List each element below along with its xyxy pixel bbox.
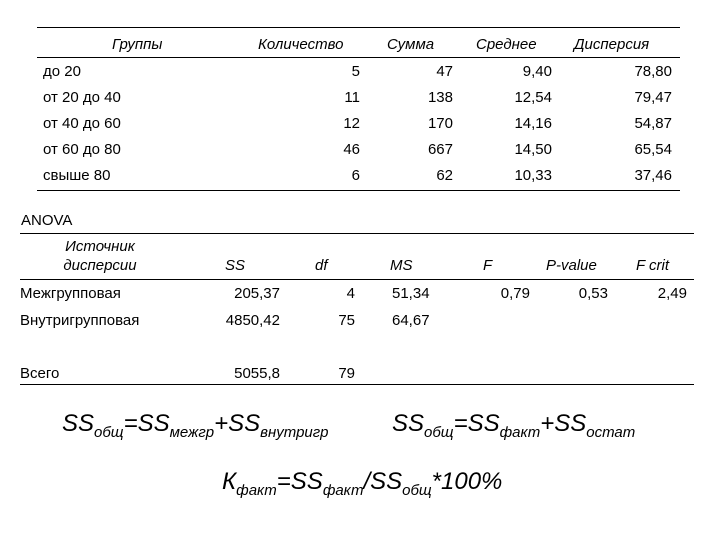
group-sum: 62: [436, 167, 453, 184]
group-variance: 78,80: [634, 63, 672, 80]
group-sum: 667: [427, 141, 453, 158]
group-count: 11: [344, 89, 360, 106]
group-mean: 14,50: [514, 141, 552, 158]
total-ss: 5055,8: [234, 365, 280, 382]
row-label-within: Внутригрупповая: [20, 312, 140, 329]
group-label: от 60 до 80: [43, 141, 121, 158]
group-label: от 20 до 40: [43, 89, 121, 106]
within-ms: 64,67: [392, 312, 430, 329]
group-variance: 54,87: [634, 115, 672, 132]
header-groups: Группы: [112, 36, 163, 53]
between-df: 4: [346, 285, 355, 302]
group-label: свыше 80: [43, 167, 111, 184]
group-mean: 9,40: [522, 63, 552, 80]
group-count: 46: [343, 141, 360, 158]
header-f: F: [483, 257, 493, 274]
group-mean: 12,54: [514, 89, 552, 106]
header-fcrit: F crit: [636, 257, 670, 274]
between-pvalue: 0,53: [578, 285, 608, 302]
anova-top-rule: [20, 233, 694, 234]
group-variance: 79,47: [634, 89, 672, 106]
summary-bottom-rule: [37, 190, 680, 191]
between-ms: 51,34: [392, 285, 430, 302]
formula-factor-share: $К_{факт}=SS_{факт}/SS_{общ}*100\%$: [222, 468, 503, 499]
anova-header-rule: [20, 279, 694, 280]
anova-title: ANOVA: [21, 212, 73, 229]
anova-bottom-rule: [20, 384, 694, 385]
formula-ss-decomposition-groups: $SS_{общ}=SS_{межгр}+SS_{внутригр}$: [62, 410, 329, 441]
summary-top-rule: [37, 27, 680, 28]
header-mean: Среднее: [476, 36, 537, 53]
group-count: 5: [351, 63, 360, 80]
header-pvalue: P-value: [546, 257, 597, 274]
header-count: Количество: [258, 36, 344, 53]
group-sum: 47: [436, 63, 453, 80]
between-f: 0,79: [500, 285, 530, 302]
row-label-total: Всего: [20, 365, 60, 382]
header-variance: Дисперсия: [574, 36, 650, 53]
group-mean: 10,33: [514, 167, 552, 184]
header-sum: Сумма: [387, 36, 435, 53]
group-sum: 170: [427, 115, 453, 132]
total-df: 79: [338, 365, 355, 382]
between-fcrit: 2,49: [657, 285, 687, 302]
group-label: до 20: [43, 63, 81, 80]
group-mean: 14,16: [514, 115, 552, 132]
summary-header-rule: [37, 57, 680, 58]
formula-ss-decomposition-factor: $SS_{общ}=SS_{факт}+SS_{остат}$: [392, 410, 636, 441]
between-ss: 205,37: [234, 285, 280, 302]
header-df: df: [315, 257, 328, 274]
within-ss: 4850,42: [225, 312, 280, 329]
group-sum: 138: [427, 89, 453, 106]
header-source-line1: Источник: [65, 238, 135, 255]
row-label-between: Межгрупповая: [20, 285, 121, 302]
within-df: 75: [338, 312, 355, 329]
header-ss: SS: [225, 257, 246, 274]
group-variance: 37,46: [634, 167, 672, 184]
group-variance: 65,54: [634, 141, 672, 158]
group-count: 6: [351, 167, 360, 184]
header-source-line2: дисперсии: [63, 257, 137, 274]
group-label: от 40 до 60: [43, 115, 121, 132]
header-ms: MS: [390, 257, 413, 274]
group-count: 12: [343, 115, 360, 132]
